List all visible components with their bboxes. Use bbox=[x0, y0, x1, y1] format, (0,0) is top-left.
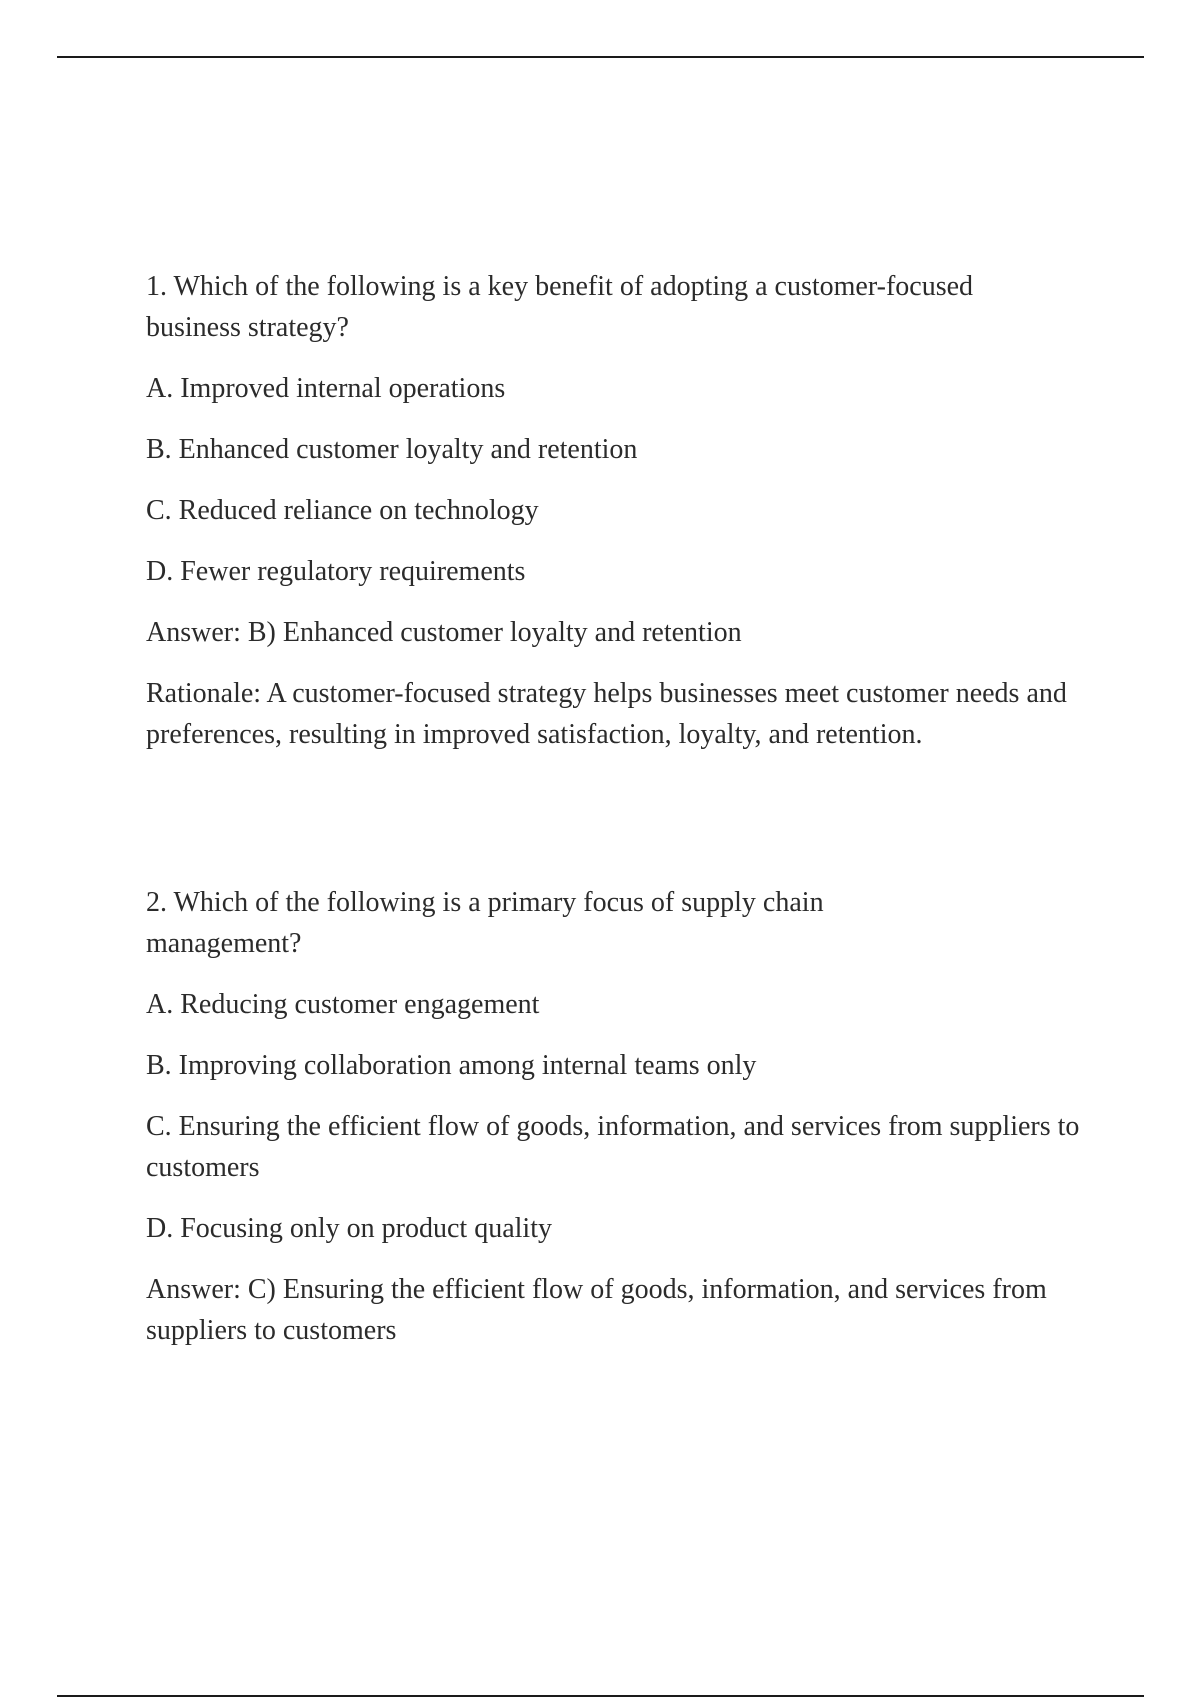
answer-text: Answer: B) Enhanced customer loyalty and retention bbox=[146, 617, 742, 648]
option-a: A. Reducing customer engagement bbox=[146, 989, 540, 1020]
option-d: D. Focusing only on product quality bbox=[146, 1213, 552, 1244]
rationale-text: Rationale: A customer-focused strategy helps businesses meet customer needs and preferences, resulting in improved satisfaction, loyalty, and retention. bbox=[146, 678, 1067, 750]
question-text: 2. Which of the following is a primary focus of supply chain management? bbox=[146, 887, 824, 959]
question-block-2 bbox=[146, 882, 1098, 1371]
bottom-rule bbox=[57, 1695, 1144, 1697]
top-rule bbox=[57, 56, 1144, 58]
answer-text: Answer: C) Ensuring the efficient flow of goods, information, and services from suppliers to customers bbox=[146, 1274, 1047, 1346]
option-c: C. Ensuring the efficient flow of goods, information, and services from suppliers to customers bbox=[146, 1111, 1080, 1183]
option-b: B. Enhanced customer loyalty and retention bbox=[146, 434, 638, 465]
question-text: 1. Which of the following is a key benefit of adopting a customer-focused business strategy? bbox=[146, 271, 974, 343]
option-c: C. Reduced reliance on technology bbox=[146, 495, 539, 526]
option-a: A. Improved internal operations bbox=[146, 373, 506, 404]
option-d: D. Fewer regulatory requirements bbox=[146, 556, 526, 587]
option-b: B. Improving collaboration among internal teams only bbox=[146, 1050, 757, 1081]
question-block-1 bbox=[146, 266, 1098, 775]
